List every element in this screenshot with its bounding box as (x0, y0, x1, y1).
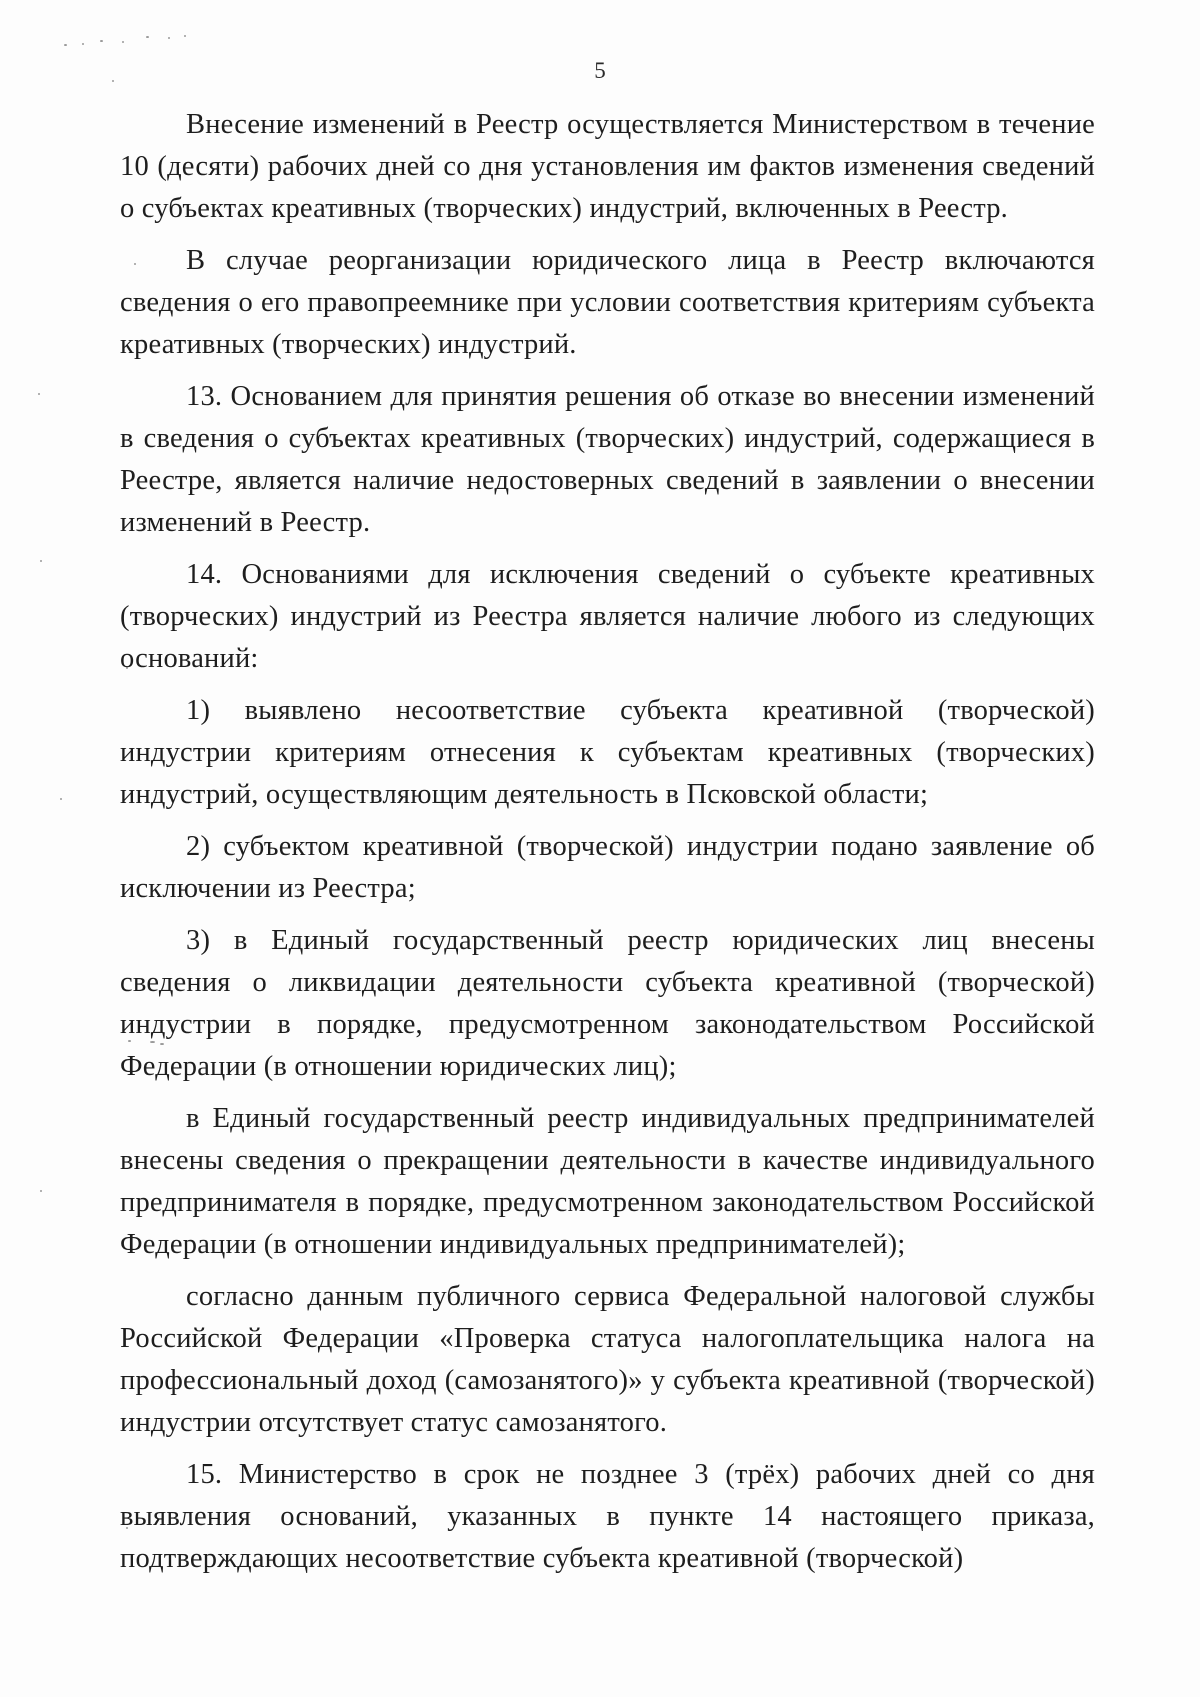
scan-speck (100, 40, 103, 42)
page-number: 5 (594, 58, 606, 83)
list-item: 3) в Единый государственный реестр юридических лиц внесены сведения о ликвидации деятельности субъекта креативной (творческой) индустрии в порядке, предусмотренном законодательством Российской Федерации (в отношении юридических лиц); (120, 925, 1095, 1082)
scan-speck (40, 560, 42, 562)
paragraph: 15. Министерство в срок не позднее 3 (трёх) рабочих дней со дня выявления оснований, указанных в пункте 14 настоящего приказа, подтверждающих несоответствие субъекта креативной (творческой) (120, 1459, 1095, 1574)
scan-speck (82, 43, 84, 45)
paragraph: 13. Основанием для принятия решения об отказе во внесении изменений в сведения о субъектах креативных (творческих) индустрий, содержащиеся в Реестре, является наличие недостоверных сведений в заявлении о внесении изменений в Реестр. (120, 381, 1095, 538)
document-body (120, 104, 1095, 1586)
scan-speck (184, 35, 186, 37)
scan-speck (112, 80, 114, 82)
list-item: 1) выявлено несоответствие субъекта креативной (творческой) индустрии критериям отнесения к субъектам креативных (творческих) индустрий, осуществляющим деятельность в Псковской области; (120, 695, 1095, 810)
list-item: в Единый государственный реестр индивидуальных предпринимателей внесены сведения о прекращении деятельности в качестве индивидуального предпринимателя в порядке, предусмотренном законодательством Российской Федерации (в отношении индивидуальных предпринимателей); (120, 1103, 1095, 1260)
scan-speck (40, 1190, 42, 1192)
paragraph: В случае реорганизации юридического лица в Реестр включаются сведения о его правопреемнике при условии соответствия критериям субъекта креативных (творческих) индустрий. (120, 245, 1095, 360)
scan-speck (60, 798, 62, 800)
paragraph: 14. Основаниями для исключения сведений о субъекте креативных (творческих) индустрий из Реестра является наличие любого из следующих оснований: (120, 559, 1095, 674)
scan-speck (64, 44, 67, 46)
scan-speck (38, 393, 40, 395)
list-item: 2) субъектом креативной (творческой) индустрии подано заявление об исключении из Реестра; (120, 831, 1095, 904)
scan-speck (146, 36, 149, 38)
scan-speck (122, 41, 124, 43)
scan-speck (168, 37, 170, 39)
list-item: согласно данным публичного сервиса Федеральной налоговой службы Российской Федерации «Проверка статуса налогоплательщика налога на профессиональный доход (самозанятого)» у субъекта креативной (творческой) индустрии отсутствует статус самозанятого. (120, 1281, 1095, 1438)
paragraph: Внесение изменений в Реестр осуществляется Министерством в течение 10 (десяти) рабочих дней со дня установления им фактов изменения сведений о субъектах креативных (творческих) индустрий, включенных в Реестр. (120, 109, 1095, 224)
